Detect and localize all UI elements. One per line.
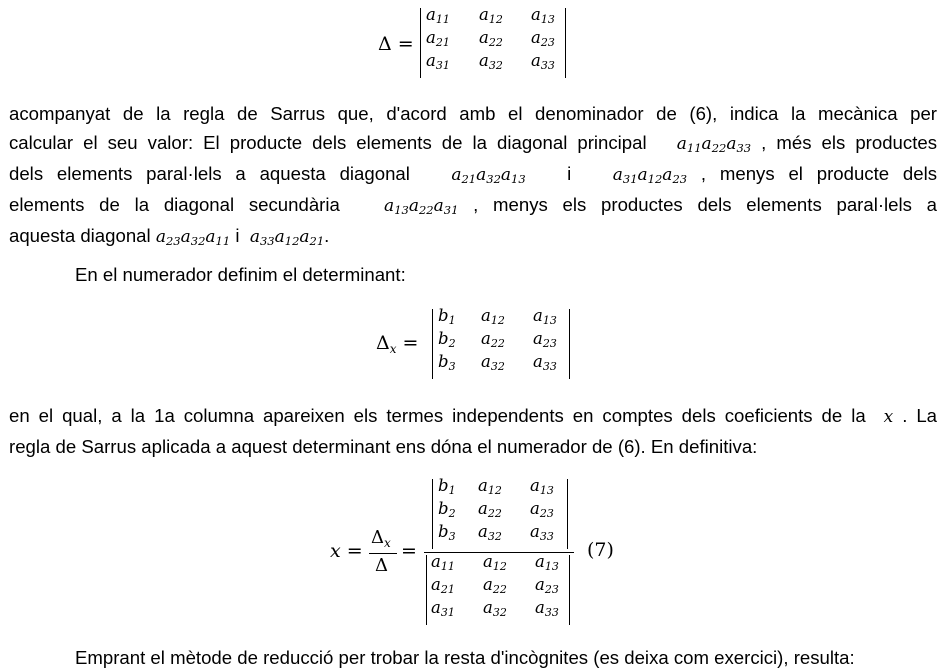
eq7-small-fraction-bar [369,553,397,554]
math-product: $a_{11}a_{22}a_{33}$ [676,134,752,155]
matrix-entry: $b_1$ [438,476,456,497]
matrix-entry: $a_{11}$ [431,552,455,573]
matrix-entry: $a_{13}$ [535,552,559,573]
paragraph-numerator-intro: En el numerador definim el determinant: [75,264,406,285]
math-product: $a_{33}a_{12}a_{21}$ [249,227,325,248]
matrix-entry: $a_{22}$ [479,28,503,49]
paragraph-line: en el qual, a la 1a columna apareixen els termes independents en comptes dels coeficients de la x . La [9,405,938,427]
matrix-entry: $a_{22}$ [483,575,507,596]
paragraph-line: calcular el seu valor: El producte dels elements de la diagonal principal $a_{11}a_{22}a_{33}$ , més els productes [9,132,938,155]
matrix-entry: $a_{12}$ [479,5,503,26]
paragraph-line: dels elements paral·lels a aquesta diagonal $a_{21}a_{32}a_{13}$ i $a_{31}a_{12}a_{23}$ , menys el producte dels [9,163,938,186]
equation-number: (7) [587,539,614,561]
paragraph-reduction: Emprant el mètode de reducció per trobar la resta d'incògnites (es deixa com exercici), resulta: [75,647,855,668]
matrix-entry: $a_{21}$ [431,575,455,596]
math-product: $a_{13}a_{22}a_{31}$ [384,196,459,217]
paragraph-sarrus [9,99,937,252]
eq7-numerator-determinant [432,476,568,549]
paragraph-line: regla de Sarrus aplicada a aquest determinant ens dóna el numerador de (6). En definitiva: [9,436,758,457]
matrix-entry: $b_3$ [438,522,456,543]
matrix-entry: $b_2$ [438,329,456,350]
matrix-entry: $a_{22}$ [478,499,502,520]
matrix-entry: $a_{32}$ [481,352,505,373]
matrix-entry: $a_{13}$ [533,306,557,327]
paragraph-line: elements de la diagonal secundària $a_{13}a_{22}a_{31}$ , menys els productes dels elements paral·lels a [9,194,937,217]
matrix-entry: $a_{33}$ [531,51,555,72]
matrix-entry: $a_{12}$ [483,552,507,573]
paragraph-sarrus-numerator [9,401,937,461]
matrix-entry: $b_3$ [438,352,456,373]
delta-lhs: Δ = [378,33,414,55]
eq7-denominator-determinant [426,552,570,625]
matrix-entry: $a_{33}$ [535,598,559,619]
math-product: $a_{31}a_{12}a_{23}$ [612,165,688,186]
eq7-equals: = [401,540,417,562]
matrix-entry: $a_{21}$ [426,28,450,49]
matrix-entry: $a_{13}$ [530,476,554,497]
matrix-entry: $a_{32}$ [479,51,503,72]
matrix-entry: $a_{23}$ [535,575,559,596]
matrix-entry: $b_1$ [438,306,456,327]
paragraph-line: acompanyat de la regla de Sarrus que, d'acord amb el denominador de (6), indica la mecànica per [9,103,937,124]
matrix-entry: $a_{23}$ [531,28,555,49]
math-product: $a_{21}a_{32}a_{13}$ [451,165,526,186]
matrix-entry: $a_{31}$ [431,598,455,619]
matrix-entry: $a_{31}$ [426,51,450,72]
matrix-entry: $a_{23}$ [530,499,554,520]
delta-determinant [420,5,566,78]
eq7-frac-numerator: $\Delta_x$ [371,527,391,550]
matrix-entry: $a_{12}$ [478,476,502,497]
matrix-entry: $b_2$ [438,499,456,520]
matrix-entry: $a_{13}$ [531,5,555,26]
math-variable: x [883,407,894,427]
math-product: $a_{23}a_{32}a_{11}$ [155,227,231,248]
matrix-entry: $a_{11}$ [426,5,450,26]
matrix-entry: $a_{12}$ [481,306,505,327]
matrix-entry: $a_{32}$ [478,522,502,543]
matrix-entry: $a_{33}$ [530,522,554,543]
eq7-lhs: x = [330,540,363,562]
matrix-entry: $a_{23}$ [533,329,557,350]
matrix-entry: $a_{22}$ [481,329,505,350]
delta-x-determinant [432,306,570,379]
matrix-entry: $a_{32}$ [483,598,507,619]
delta-x-lhs: $\Delta_x$ = [376,332,419,356]
matrix-entry: $a_{33}$ [533,352,557,373]
paragraph-line: aquesta diagonal $a_{23}a_{32}a_{11}$ i $a_{33}a_{12}a_{21}$. [9,225,330,248]
eq7-frac-denominator: Δ [375,555,388,576]
